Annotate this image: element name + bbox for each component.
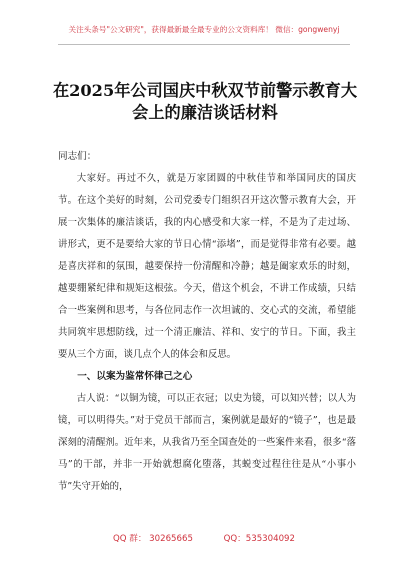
section-heading: 一、以案为鉴常怀律己之心: [77, 371, 193, 382]
section-paragraph: 古人说：“以铜为镜，可以正衣冠；以史为镜，可以知兴替；以人为镜，可以明得失。”对于党员干部而言，案例就是最好的“镜子”，也是最深刻的清醒剂。近年来，从我省乃至全国查处的一些案件来看，很多“落马”的干部，并非一开始就想腐化堕落，其蜕变过程往往是从“小事小节”失守开始的，: [58, 393, 356, 492]
footer-qq-number: QQ：535304092: [223, 534, 295, 544]
document-title: 在2025年公司国庆中秋双节前警示教育大会上的廉洁谈话材料: [52, 81, 358, 122]
salutation: 同志们：: [58, 151, 97, 162]
body-paragraph: 大家好。再过不久，就是万家团圆的中秋佳节和举国同庆的国庆节。在这个美好的时刻，公司党委专门组织召开这次警示教育大会，开展一次集体的廉洁谈话，我的内心感受和大家一样，不是为了走过场、讲形式，更不是要给大家的节日心情“添堵”，而是觉得非常有必要。越是喜庆祥和的氛围，越要保持一份清醒和冷静；越是阖家欢乐的时刻，越要绷紧纪律和规矩这根弦。今天，借这个机会，不讲工作成绩，只结合一些案例和思考，与各位同志作一次坦诚的、交心式的交流，希望能共同筑牢思想防线，过一个清正廉洁、祥和、安宁的节日。下面，我主要从三个方面，谈几点个人的体会和反思。: [58, 173, 356, 360]
header-divider: [58, 44, 350, 45]
footer-contact: [0, 532, 408, 544]
document-body: [58, 168, 356, 498]
footer-qq-group: QQ 群： 30265665: [113, 534, 193, 544]
header-banner: 关注头条号"公文研究"，获得最新最全最专业的公文资料库！ 微信：gongwenyj: [68, 25, 340, 34]
